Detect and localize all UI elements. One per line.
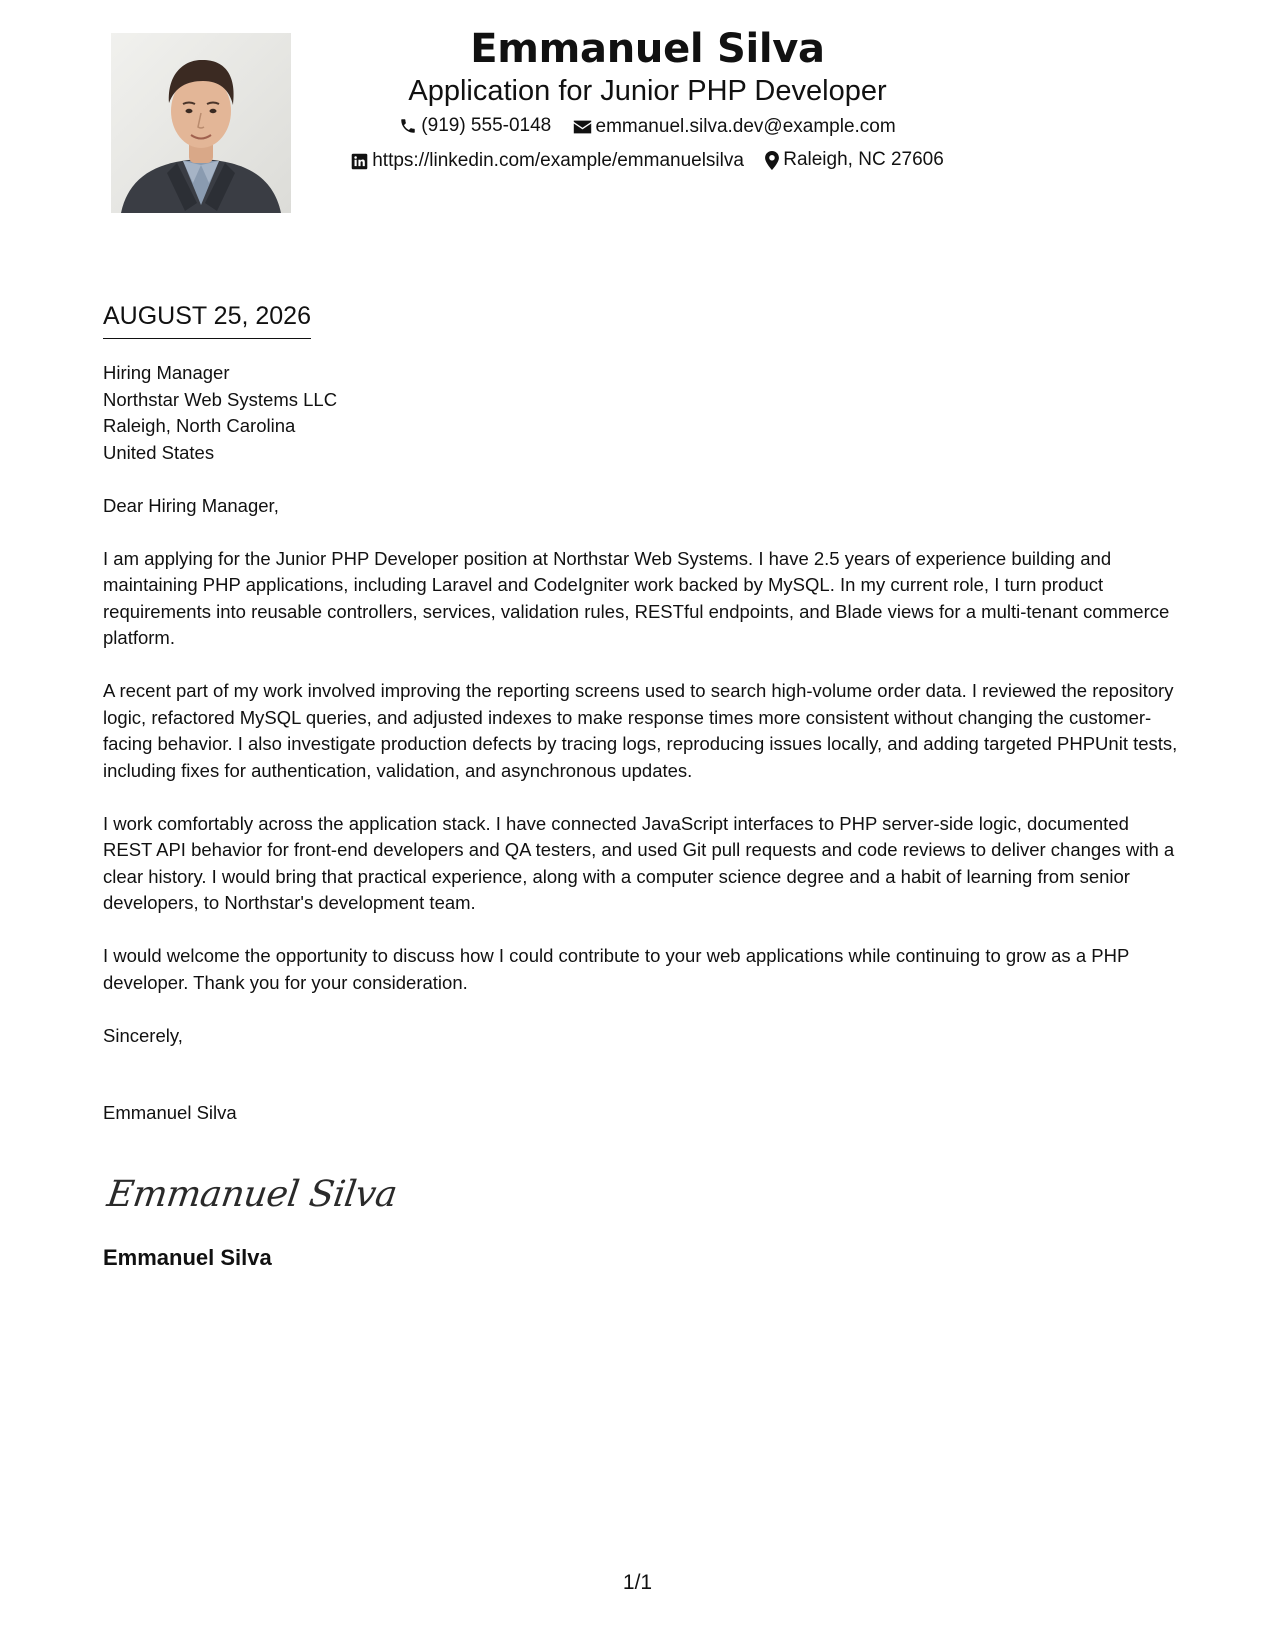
signature-text: Emmanuel Silva: [104, 1172, 400, 1215]
salutation: Dear Hiring Manager,: [103, 494, 279, 516]
contact-email[interactable]: [573, 115, 896, 139]
body-paragraph-1: I am applying for the Junior PHP Developer position at Northstar Web Systems. I have 2.5 years of experience building and maintaining PHP applications, including Laravel and CodeIgniter work backed by MySQL. In my current role, I turn product requirements into reusable controllers, services, validation rules, RESTful endpoints, and Blade views for a multi-tenant commerce platform.: [103, 547, 1170, 648]
signature-image: [104, 1162, 400, 1222]
contact-phone: [399, 114, 551, 138]
phone-icon: [399, 117, 417, 135]
typed-name: Emmanuel Silva: [103, 1102, 237, 1123]
signature-name: Emmanuel Silva: [103, 1245, 272, 1270]
contact-location: [765, 148, 944, 172]
location-text: Raleigh, NC 27606: [783, 149, 944, 170]
letter-header: [300, 22, 995, 177]
closing: Sincerely,: [103, 1024, 183, 1046]
contact-linkedin[interactable]: [351, 149, 744, 173]
contact-line-2: [300, 148, 995, 177]
body-paragraph-3: I work comfortably across the application stack. I have connected JavaScript interfaces to PHP server-side logic, documented REST API behavior for front-end developers and QA testers, and used Git pull requests and code reviews to deliver changes with a clear history. I would bring that practical experience, along with a computer science degree and a habit of learning from senior developers, to Northstar's development team.: [103, 812, 1175, 913]
email-address[interactable]: emmanuel.silva.dev@example.com: [595, 116, 896, 137]
recipient-line: Northstar Web Systems LLC: [103, 388, 338, 410]
recipient-line: Hiring Manager: [103, 362, 230, 383]
body-paragraph-4: I would welcome the opportunity to discuss how I could contribute to your web applications while continuing to grow as a PHP developer. Thank you for your consideration.: [103, 945, 1129, 993]
linkedin-url[interactable]: https://linkedin.com/example/emmanuelsilva: [372, 150, 744, 171]
recipient-line: United States: [103, 441, 215, 463]
recipient-line: Raleigh, North Carolina: [103, 415, 296, 436]
page-number: 1/1: [622, 1571, 653, 1594]
letter-date: AUGUST 25, 2026: [103, 300, 311, 339]
phone-number: (919) 555-0148: [421, 115, 552, 136]
body-paragraph-2: A recent part of my work involved improving the reporting screens used to search high-volume order data. I reviewed the repository logic, refactored MySQL queries, and adjusted indexes to make response times more consistent without changing the customer-facing behavior. I also investigate production defects by tracing logs, reproducing issues locally, and adding targeted PHPUnit tests, including fixes for authentication, validation, and asynchronous updates.: [103, 680, 1178, 781]
profile-photo: [111, 33, 291, 213]
applicant-name: Emmanuel Silva: [470, 26, 825, 72]
linkedin-icon: [351, 153, 368, 170]
recipient-address: [103, 360, 1178, 466]
letter-body: [103, 360, 1178, 1049]
envelope-icon: [573, 119, 592, 135]
contact-line-1: [300, 114, 995, 142]
map-marker-icon: [765, 151, 779, 170]
application-title: Application for Junior PHP Developer: [408, 75, 887, 107]
